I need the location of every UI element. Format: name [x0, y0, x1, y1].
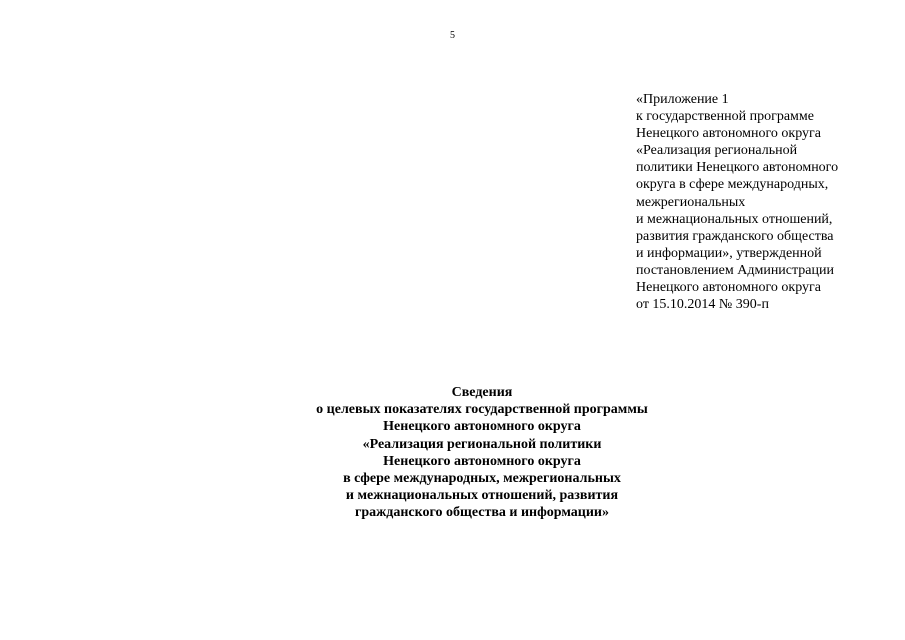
appendix-line: постановлением Администрации [636, 262, 834, 278]
appendix-line: «Реализация региональной [636, 143, 798, 159]
title-line: «Реализация региональной политики [362, 436, 602, 452]
page-number: 5 [450, 30, 455, 41]
appendix-line: «Приложение 1 [636, 92, 729, 107]
appendix-line: округа в сфере международных, [636, 177, 829, 193]
title-line: Ненецкого автономного округа [383, 453, 581, 469]
title-line: Ненецкого автономного округа [383, 419, 581, 435]
title-line: гражданского общества и информации» [354, 505, 609, 521]
appendix-line: от 15.10.2014 № 390-п [636, 297, 769, 313]
appendix-line: и межнациональных отношений, [636, 211, 833, 227]
title-line: в сфере международных, межрегиональных [343, 471, 621, 487]
appendix-line: Ненецкого автономного округа [636, 126, 821, 142]
appendix-line: к государственной программе [636, 109, 814, 125]
appendix-line: развития гражданского общества [636, 228, 834, 244]
appendix-line: и информации», утвержденной [636, 245, 822, 261]
title-line: и межнациональных отношений, развития [345, 488, 619, 504]
document-title [262, 384, 702, 522]
title-line: о целевых показателях государственной программы [316, 402, 648, 418]
appendix-header [636, 91, 891, 313]
appendix-line: Ненецкого автономного округа [636, 280, 821, 296]
appendix-line: политики Ненецкого автономного [636, 160, 839, 176]
appendix-line: межрегиональных [636, 194, 746, 210]
title-heading: Сведения [451, 385, 513, 400]
